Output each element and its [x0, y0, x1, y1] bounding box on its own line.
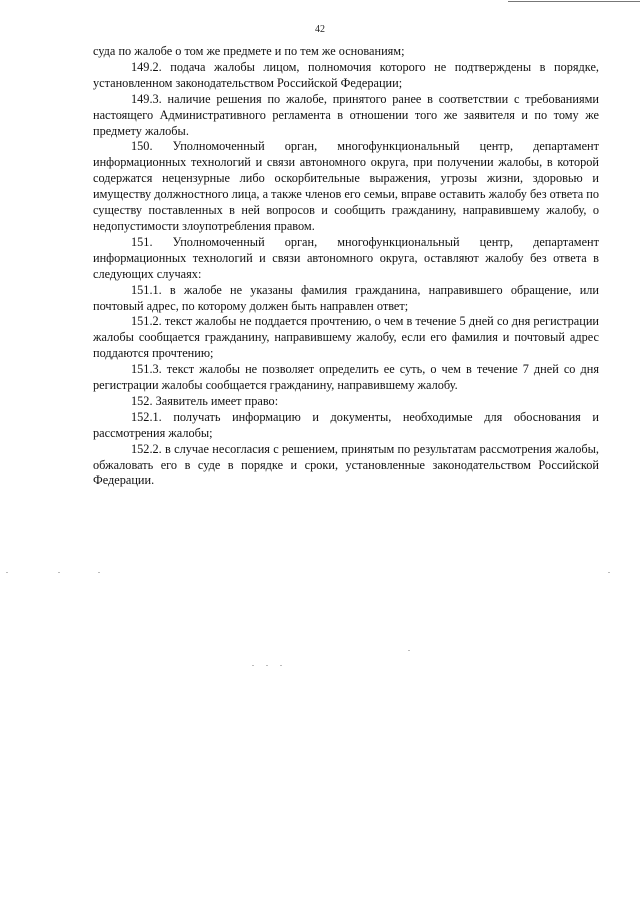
- paragraph-151-2: 151.2. текст жалобы не поддается прочтению, о чем в течение 5 дней со дня регистрации жалобы сообщается гражданину, направившему жалобу, если его фамилия и почтовый адрес поддаются прочтению;: [93, 314, 599, 361]
- paragraph-150: 150. Уполномоченный орган, многофункциональный центр, департамент информационных технологий и связи автономного округа, при получении жалобы, в которой содержатся нецензурные либо оскорбительные выражения, угрозы жизни, здоровью и имуществу должностного лица, а также членов его семьи, вправе оставить жалобу без ответа по существу поставленных в ней вопросов и сообщить гражданину, направившему жалобу, о недопустимости злоупотребления правом.: [93, 139, 599, 233]
- paragraph-151-3: 151.3. текст жалобы не позволяет определить ее суть, о чем в течение 7 дней со дня регистрации жалобы сообщается гражданину, направившему жалобу.: [93, 362, 599, 393]
- paragraph-152-2: 152.2. в случае несогласия с решением, принятым по результатам рассмотрения жалобы, обжаловать его в суде в порядке и сроки, установленные законодательством Российской Федерации.: [93, 441, 599, 488]
- scan-speck: [6, 572, 8, 573]
- scan-speck: [266, 665, 268, 666]
- scan-speck: [608, 572, 610, 573]
- paragraph-152: 152. Заявитель имеет право:: [131, 393, 279, 408]
- scan-speck: [98, 572, 100, 573]
- scan-speck: [408, 650, 410, 651]
- paragraph-151: 151. Уполномоченный орган, многофункциональный центр, департамент информационных технологий и связи автономного округа, оставляют жалобу без ответа в следующих случаях:: [93, 234, 599, 281]
- top-edge-rule: [508, 1, 640, 2]
- paragraph-1: суда по жалобе о том же предмете и по тем же основаниям;: [93, 44, 405, 58]
- page-number: 42: [315, 24, 325, 35]
- document-body: [93, 44, 599, 489]
- scan-speck: [252, 665, 254, 666]
- scan-speck: [280, 665, 282, 666]
- paragraph-149-3: 149.3. наличие решения по жалобе, принятого ранее в соответствии с требованиями настоящего Административного регламента в отношении того же заявителя и по тому же предмету жалобы.: [93, 91, 599, 138]
- paragraph-149-2: 149.2. подача жалобы лицом, полномочия которого не подтверждены в порядке, установленном законодательством Российской Федерации;: [93, 59, 599, 90]
- paragraph-151-1: 151.1. в жалобе не указаны фамилия гражданина, направившего обращение, или почтовый адрес, по которому должен быть направлен ответ;: [93, 282, 599, 313]
- paragraph-152-1: 152.1. получать информацию и документы, необходимые для обоснования и рассмотрения жалобы;: [93, 409, 599, 440]
- scan-speck: [58, 572, 60, 573]
